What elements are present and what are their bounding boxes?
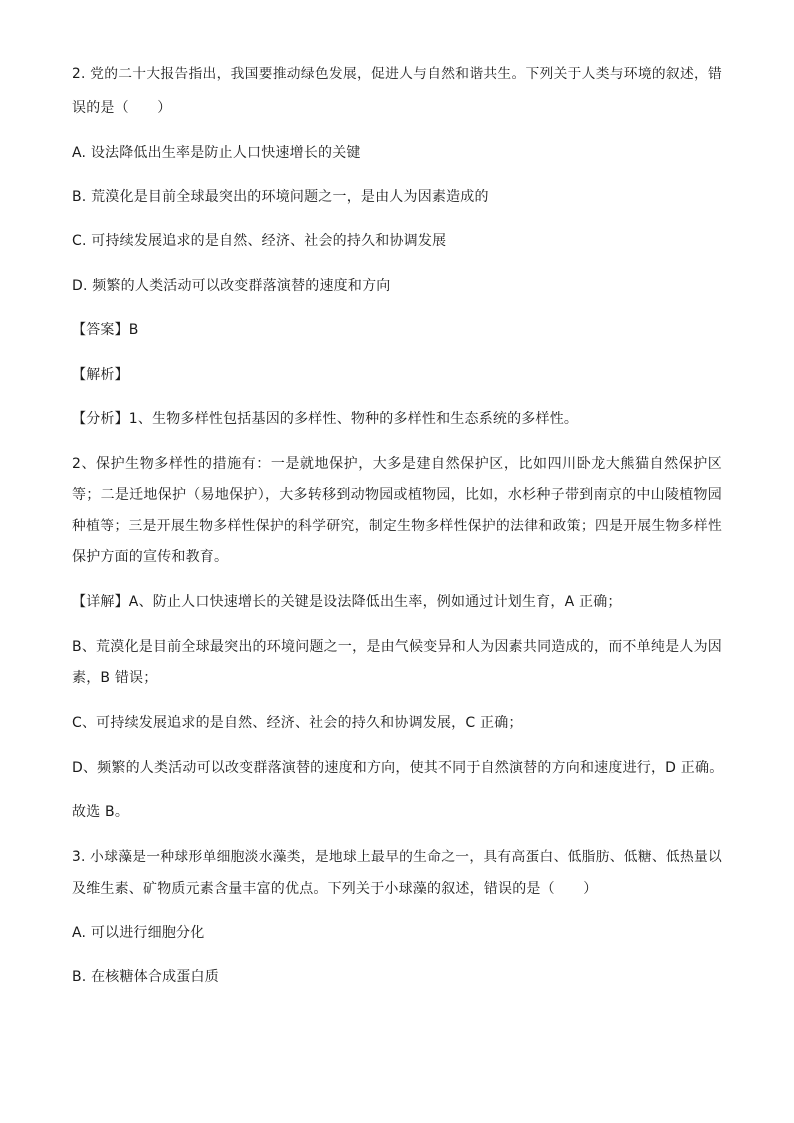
analysis-heading: 【解析】 bbox=[72, 367, 129, 383]
question-2-stem-line-1: 2. 党的二十大报告指出，我国要推动绿色发展，促进人与自然和谐共生。下列关于人类与环境的叙述，错 bbox=[72, 66, 722, 82]
question-3-stem-line-2: 及维生素、矿物质元素含量丰富的优点。下列关于小球藻的叙述，错误的是（ ） bbox=[72, 881, 598, 897]
analysis-line-4: 种植等；三是开展生物多样性保护的科学研究，制定生物多样性保护的法律和政策；四是开展生物多样性 bbox=[72, 518, 722, 534]
detail-line-2: B、荒漠化是目前全球最突出的环境问题之一，是由气候变异和人为因素共同造成的，而不单纯是人为因 bbox=[72, 639, 722, 655]
analysis-line-3: 等；二是迁地保护（易地保护），大多转移到动物园或植物园，比如，水杉种子带到南京的中山陵植物园 bbox=[72, 487, 722, 503]
question-2-option-a: A. 设法降低出生率是防止人口快速增长的关键 bbox=[72, 145, 361, 161]
analysis-line-5: 保护方面的宣传和教育。 bbox=[72, 549, 229, 565]
question-2-option-d: D. 频繁的人类活动可以改变群落演替的速度和方向 bbox=[72, 278, 391, 294]
question-2-stem-line-2: 误的是（ ） bbox=[72, 100, 172, 116]
question-3-option-b: B. 在核糖体合成蛋白质 bbox=[72, 969, 219, 985]
detail-line-1: 【详解】A、防止人口快速增长的关键是设法降低出生率，例如通过计划生育，A 正确； bbox=[72, 594, 622, 610]
question-2-option-c: C. 可持续发展追求的是自然、经济、社会的持久和协调发展 bbox=[72, 233, 447, 249]
question-3-stem-line-1: 3. 小球藻是一种球形单细胞淡水藻类，是地球上最早的生命之一，具有高蛋白、低脂肪、低糖、低热量以 bbox=[72, 849, 722, 865]
detail-conclusion: 故选 B。 bbox=[72, 804, 130, 820]
detail-line-5: D、频繁的人类活动可以改变群落演替的速度和方向，使其不同于自然演替的方向和速度进行，D 正确。 bbox=[72, 760, 724, 776]
detail-line-3: 素，B 错误； bbox=[72, 670, 158, 686]
analysis-line-1: 【分析】1、生物多样性包括基因的多样性、物种的多样性和生态系统的多样性。 bbox=[72, 411, 579, 427]
analysis-line-2: 2、保护生物多样性的措施有：一是就地保护，大多是建自然保护区，比如四川卧龙大熊猫自然保护区 bbox=[72, 456, 722, 472]
detail-line-4: C、可持续发展追求的是自然、经济、社会的持久和协调发展，C 正确； bbox=[72, 715, 523, 731]
answer-label: 【答案】B bbox=[72, 322, 139, 338]
question-2-option-b: B. 荒漠化是目前全球最突出的环境问题之一，是由人为因素造成的 bbox=[72, 189, 489, 205]
question-3-option-a: A. 可以进行细胞分化 bbox=[72, 925, 205, 941]
